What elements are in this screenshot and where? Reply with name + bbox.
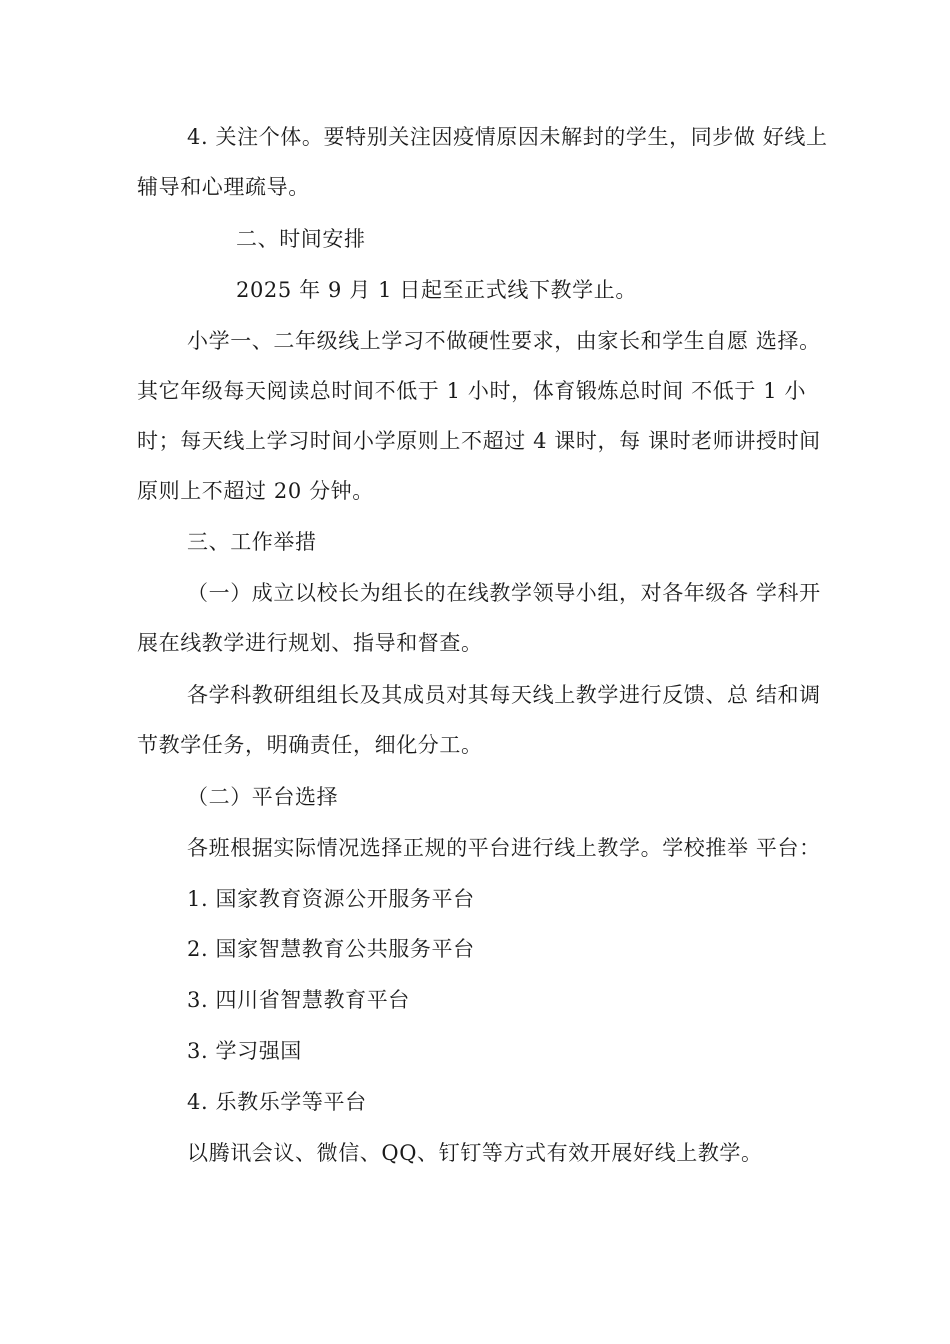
section-heading: 二、时间安排 xyxy=(236,227,366,251)
paragraph-line: 辅导和心理疏导。 xyxy=(137,175,310,199)
paragraph-line: 以腾讯会议、微信、QQ、钉钉等方式有效开展好线上教学。 xyxy=(187,1141,763,1165)
paragraph-line: 小学一、二年级线上学习不做硬性要求，由家长和学生自愿 选择。 xyxy=(187,329,821,353)
section-heading: 三、工作举措 xyxy=(187,530,317,554)
paragraph-line: 2025 年 9 月 1 日起至正式线下教学止。 xyxy=(236,278,637,302)
paragraph-line: 原则上不超过 20 分钟。 xyxy=(137,479,374,503)
list-item: 3. 四川省智慧教育平台 xyxy=(187,988,410,1012)
paragraph-line: 各学科教研组组长及其成员对其每天线上教学进行反馈、总 结和调 xyxy=(187,683,821,707)
paragraph-line: 各班根据实际情况选择正规的平台进行线上教学。学校推举 平台： xyxy=(187,836,821,860)
paragraph-line: 其它年级每天阅读总时间不低于 1 小时，体育锻炼总时间 不低于 1 小 xyxy=(137,379,807,403)
list-item: 1. 国家教育资源公开服务平台 xyxy=(187,887,475,911)
list-item: 3. 学习强国 xyxy=(187,1039,302,1063)
paragraph-line: 4. 关注个体。要特别关注因疫情原因未解封的学生，同步做 好线上 xyxy=(187,125,828,149)
paragraph-line: 节教学任务，明确责任，细化分工。 xyxy=(137,733,483,757)
subsection-heading: （二）平台选择 xyxy=(187,785,339,809)
paragraph-line: （一）成立以校长为组长的在线教学领导小组，对各年级各 学科开 xyxy=(187,581,821,605)
paragraph-line: 展在线教学进行规划、指导和督查。 xyxy=(137,631,483,655)
paragraph-line: 时；每天线上学习时间小学原则上不超过 4 课时，每 课时老师讲授时间 xyxy=(137,429,821,453)
list-item: 4. 乐教乐学等平台 xyxy=(187,1090,367,1114)
list-item: 2. 国家智慧教育公共服务平台 xyxy=(187,937,475,961)
